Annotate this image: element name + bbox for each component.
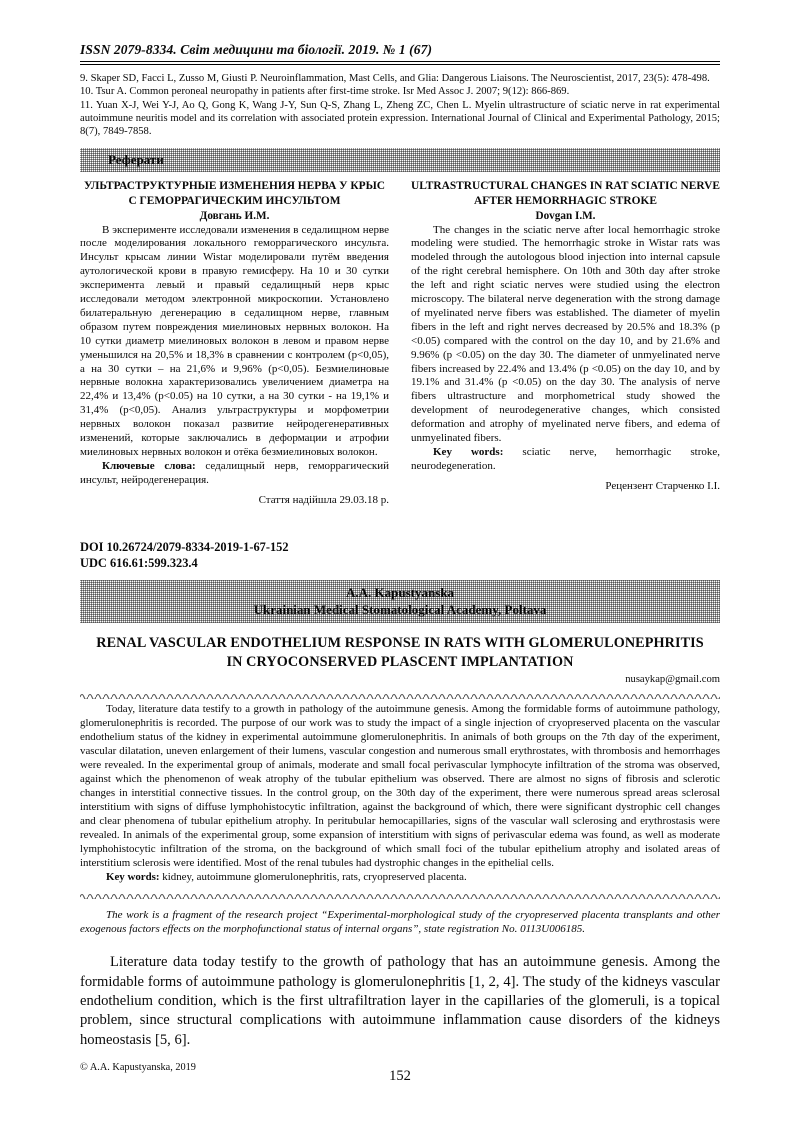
- abstract-author-en: Dovgan I.M.: [535, 209, 596, 222]
- abstract-keywords-value-ru: седалищный нерв, геморрагический инсульт, нейродегенерация.: [80, 459, 389, 486]
- wavy-divider-top: [80, 692, 720, 699]
- reference-item: 10. Tsur A. Common peroneal neuropathy in patients after first-time stroke. Isr Med Assoc J. 2007; 9(12): 866-869.: [80, 86, 570, 98]
- introduction-paragraph: Literature data today testify to the growth of pathology that has an autoimmune genesis. Among the formidable forms of autoimmune pathology is glomerulonephritis [1, 2, 4]. The study of the kidneys vascular endothelium condition, which is the first ultrafiltration layer in the capillaries of the glomeruli, is a topical problem, since structural complications with autoimmune inflammation cause disorders of the kidneys homeostasis [5, 6].: [80, 954, 720, 1048]
- abstract-column-russian: [80, 179, 389, 506]
- copyright-line: © A.A. Kapustyanska, 2019: [80, 1062, 196, 1073]
- wavy-divider-bottom: [80, 892, 720, 899]
- reference-item: 9. Skaper SD, Facci L, Zusso M, Giusti P. Neuroinflammation, Mast Cells, and Glia: Dangerous Liaisons. The Neuroscientist, 2017, 23(5): 478-498.: [80, 72, 710, 84]
- reference-item: 11. Yuan X-J, Wei Y-J, Ao Q, Gong K, Wang J-Y, Sun Q-S, Zhang L, Zheng ZC, Chen L. Myelin ultrastructure of sciatic nerve in rat experimental autoimmune neuritis model and its correlation with associated protein expression. International Journal of Clinical and Experimental Pathology, 2015; 8(7), 7849-7858.: [80, 99, 720, 138]
- author-email[interactable]: nusaykap@gmail.com: [625, 674, 720, 686]
- doi-line: DOI 10.26724/2079-8334-2019-1-67-152: [80, 539, 289, 554]
- article-title-line-1: RENAL VASCULAR ENDOTHELIUM RESPONSE IN RATS WITH GLOMERULONEPHRITIS: [96, 635, 704, 652]
- article-keywords-label: Key words:: [106, 870, 160, 883]
- article-affiliation: Ukrainian Medical Stomatological Academy, Poltava: [253, 602, 547, 618]
- reference-list: [80, 72, 720, 139]
- abstract-title-en: ULTRASTRUCTURAL CHANGES IN RAT SCIATIC NERVE AFTER HEMORRHAGIC STROKE: [411, 179, 721, 207]
- article-keywords: [80, 871, 720, 885]
- article-title: [80, 634, 720, 671]
- abstract-body-en: The changes in the sciatic nerve after local hemorrhagic stroke modeling were studied. The hemorrhagic stroke in Wistar rats was modeled through the autologous blood injection into internal capsule of the right cerebral hemisphere. On 10th and 30th day after stroke the left and right sciatic nerves were studied using the electron microscopy. The bilateral nerve degeneration with the strong damage of myelinated nerve fibers was established. The diameter of myelin fibers in the left and right nerves decreased by 20.5% and 18.3% (p <0.05) compared with the control on the day 10, and by 21.6% and 9.96% (p <0.05) on the day 30. The diameter of unmyelinated nerve fibers increased by 22.4% and 13.4% (p <0.05) on the day 10, and by 19.1% and 31.4% (p <0.05) on the day 30. The analysis of nerve fibers ultrastructure and morphometrical study showed the development of neurodegenerative changes, which consisted deformation and atrophy of myelinated nerve fibers, and edema of unmyelinated fibers.: [411, 223, 720, 445]
- abstract-columns: [80, 179, 720, 506]
- abstract-received-note-ru: Стаття надійшла 29.03.18 р.: [258, 493, 389, 506]
- abstract-title-ru: УЛЬТРАСТРУКТУРНЫЕ ИЗМЕНЕНИЯ НЕРВА У КРЫС С ГЕМОРРАГИЧЕСКИМ ИНСУЛЬТОМ: [84, 179, 385, 207]
- abstract-keywords-en: [411, 446, 720, 474]
- article-title-line-2: IN CRYOCONSERVED PLASCENT IMPLANTATION: [226, 653, 574, 670]
- abstracts-section-band: [80, 148, 720, 172]
- author-banner: [80, 580, 720, 623]
- identifier-block: [80, 539, 720, 571]
- abstract-keywords-ru: [80, 460, 389, 488]
- article-abstract: Today, literature data testify to a growth in pathology of the autoimmune genesis. Among the formidable forms of autoimmune pathology, glomerulonephritis is recorded. The purpose of our work was to study the impact of a single injection of cryopreserved placenta on the vascular endothelium status of the kidney in experimental autoimmune glomerulonephritis. In animals of both groups on the 7th day of the experiment, vascular dilatation, uneven enlargement of their lumens, vascular congestion and numerous small erythrostates, with thrombosis and hemorrhages were revealed. In the experimental group of animals, moderate and small focal perivascular lymphocyte infiltration of the stroma was observed, against which the phenomenon of weak atrophy of the tubular epithelium was observed. There are almost no signs of fibrosis and sclerotic changes in interstitial connective tissues. In the control group, on the 30th day of the experiment, there were numerous spread areas sclerosal interstitium with signs of diffuse lymphohistocytic infiltration, against the background of which, there were significant dystrophic cell changes and clear phenomena of tubular epithelium atrophy. In peritubular hemocapillaries, signs of the vascular wall sclerosing and erythrostasis were revealed. In animals of the experimental group, some expansion of interstitium with signs of perivascular edema was found, as well as moderate lymphohistocytic infiltration of the stroma, on the background of which small foci of the tubular epithelium atrophy and isolated areas of interstitium sclerosis were identified. Most of the renal tubules had dystrophic changes in the epithelial cells.: [80, 703, 720, 869]
- abstract-keywords-label-en: Key words:: [433, 446, 504, 459]
- article-keywords-value: kidney, autoimmune glomerulonephritis, rats, cryopreserved placenta.: [162, 870, 467, 883]
- abstract-keywords-label-ru: Ключевые слова:: [102, 459, 196, 472]
- running-head: ISSN 2079-8334. Світ медицини та біології. 2019. № 1 (67): [80, 42, 433, 57]
- abstract-author-ru: Довгань И.М.: [199, 209, 270, 222]
- header-divider: [80, 61, 720, 65]
- funding-note: The work is a fragment of the research project “Experimental-morphological study of the cryopreserved placenta transplants and other exogenous factors effects on the morphofunctional status of internal organs”, state registration No. 0113U006185.: [80, 908, 720, 935]
- article-author: A.A. Kapustyanska: [345, 584, 454, 600]
- page-number: 152: [389, 1068, 411, 1084]
- abstracts-section-label: Реферати: [108, 151, 164, 167]
- abstract-reviewer-note-en: Рецензент Старченко І.І.: [605, 479, 720, 492]
- abstract-body-ru: В эксперименте исследовали изменения в седалищном нерве после моделирования локального геморрагического инсульта. Инсульт крысам линии Wistar моделировали путём введения аутологической крови в правую гемисферу. На 10 и 30 сутки эксперимента левый и правый седалищный нерв крыс исследовали методом электронной микроскопии. Установлено билатеральную дегенерацию в седалищном нерве, главным образом путем повреждения миелиновых нервных волокон. На 10 сутки диаметр миелиновых волокон в левом и правом нерве уменьшился на 20,5% и 18,3% в сравнении с контролем (p<0,05), а на 30 сутки – на 21,6% и 9,96% (p<0,05). Безмиелиновые нервные волокна характеризовались увеличением диаметра на 22,4% и 13,4% (p<0.05) на 10 сутки, а на 30 сутки - на 19,1% и 31,4% (p<0,05). Анализ ультраструктуры и морфометрии нервных волокон показал развитие нейродегенеративных изменений, которые заключались в деформации и атрофии миелиновых нервных волокон и отёка безмиелиновых волокон.: [80, 223, 389, 459]
- udc-line: UDC 616.61:599.323.4: [80, 555, 198, 570]
- abstract-keywords-value-en: sciatic nerve, hemorrhagic stroke, neurodegeneration.: [411, 446, 721, 472]
- abstract-column-english: [411, 179, 720, 506]
